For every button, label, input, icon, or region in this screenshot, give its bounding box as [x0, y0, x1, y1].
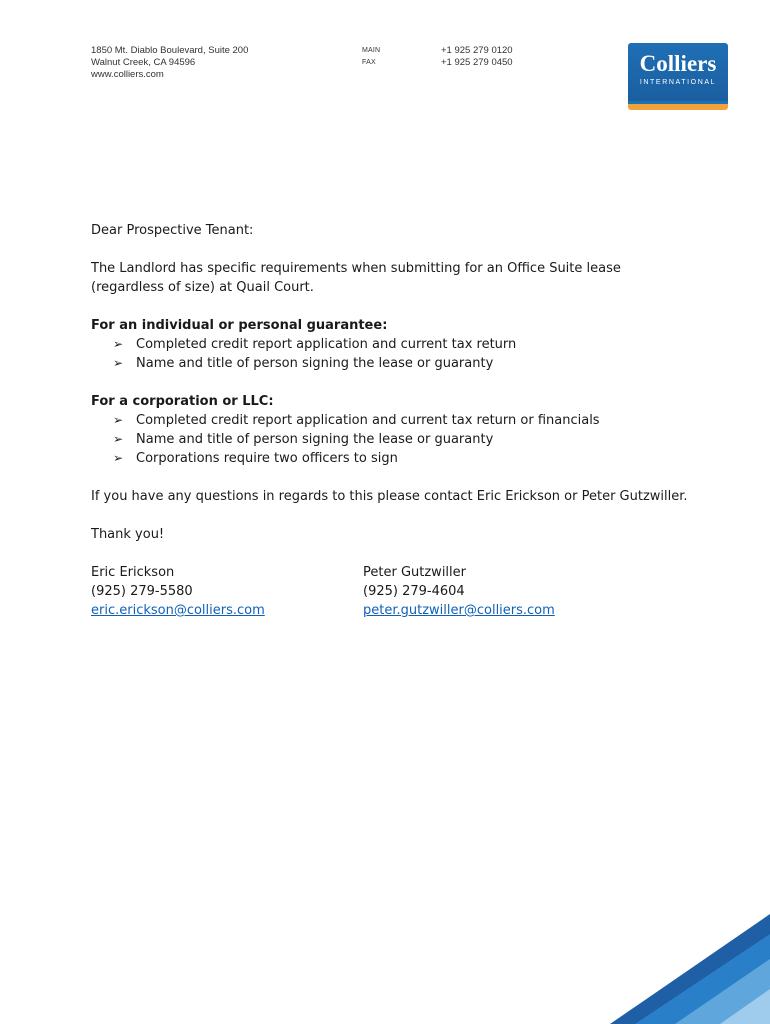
corporation-heading: For a corporation or LLC: — [91, 394, 274, 409]
contact-name: Peter Gutzwiller — [363, 565, 466, 580]
fax-number: +1 925 279 0450 — [441, 57, 513, 68]
main-phone: +1 925 279 0120 — [441, 45, 513, 56]
signatures — [91, 563, 691, 623]
contact-phone: (925) 279-4604 — [363, 584, 465, 599]
individual-heading: For an individual or personal guarantee: — [91, 318, 388, 333]
logo-name: Colliers — [639, 51, 717, 76]
contact-eric — [91, 563, 265, 620]
contact-phone: (925) 279-5580 — [91, 584, 193, 599]
arrowhead-right-icon: ➢ — [113, 356, 124, 370]
address-line-2: Walnut Creek, CA 94596 — [91, 57, 196, 68]
list-item: ➢ Completed credit report application and current tax return or financials — [113, 413, 600, 428]
questions-paragraph: If you have any questions in regards to this please contact Eric Erickson or Peter Gutzwiller. — [91, 489, 688, 504]
corporation-list — [91, 411, 691, 468]
contact-email-link[interactable]: peter.gutzwiller@colliers.com — [363, 603, 555, 618]
corner-decoration — [580, 914, 770, 1024]
letter-body — [91, 221, 691, 623]
main-label: MAIN — [362, 47, 381, 54]
arrowhead-right-icon: ➢ — [113, 432, 124, 446]
address-line-1: 1850 Mt. Diablo Boulevard, Suite 200 — [91, 45, 249, 56]
list-item: ➢ Completed credit report application and current tax return — [113, 337, 517, 352]
logo-orange-stripe — [628, 104, 728, 110]
salutation: Dear Prospective Tenant: — [91, 223, 254, 238]
list-item: ➢ Name and title of person signing the lease or guaranty — [113, 432, 494, 447]
intro-paragraph: The Landlord has specific requirements when submitting for an Office Suite lease (regardless of size) at Quail Court. — [91, 261, 621, 295]
contact-email-link[interactable]: eric.erickson@colliers.com — [91, 603, 265, 618]
contact-peter — [363, 563, 555, 620]
website-link[interactable]: www.colliers.com — [91, 69, 164, 80]
arrowhead-right-icon: ➢ — [113, 337, 124, 351]
individual-list — [91, 335, 691, 373]
contact-name: Eric Erickson — [91, 565, 175, 580]
arrowhead-right-icon: ➢ — [113, 413, 124, 427]
logo-subtitle: INTERNATIONAL — [639, 79, 717, 86]
colliers-logo — [628, 43, 728, 110]
list-item: ➢ Name and title of person signing the lease or guaranty — [113, 356, 494, 371]
header-labels — [362, 45, 380, 69]
arrowhead-right-icon: ➢ — [113, 451, 124, 465]
header-numbers — [441, 45, 513, 69]
logo-box — [628, 43, 728, 101]
list-item: ➢ Corporations require two officers to sign — [113, 451, 398, 466]
fax-label: FAX — [362, 59, 376, 66]
header-address — [91, 45, 248, 81]
thanks-line: Thank you! — [91, 527, 165, 542]
